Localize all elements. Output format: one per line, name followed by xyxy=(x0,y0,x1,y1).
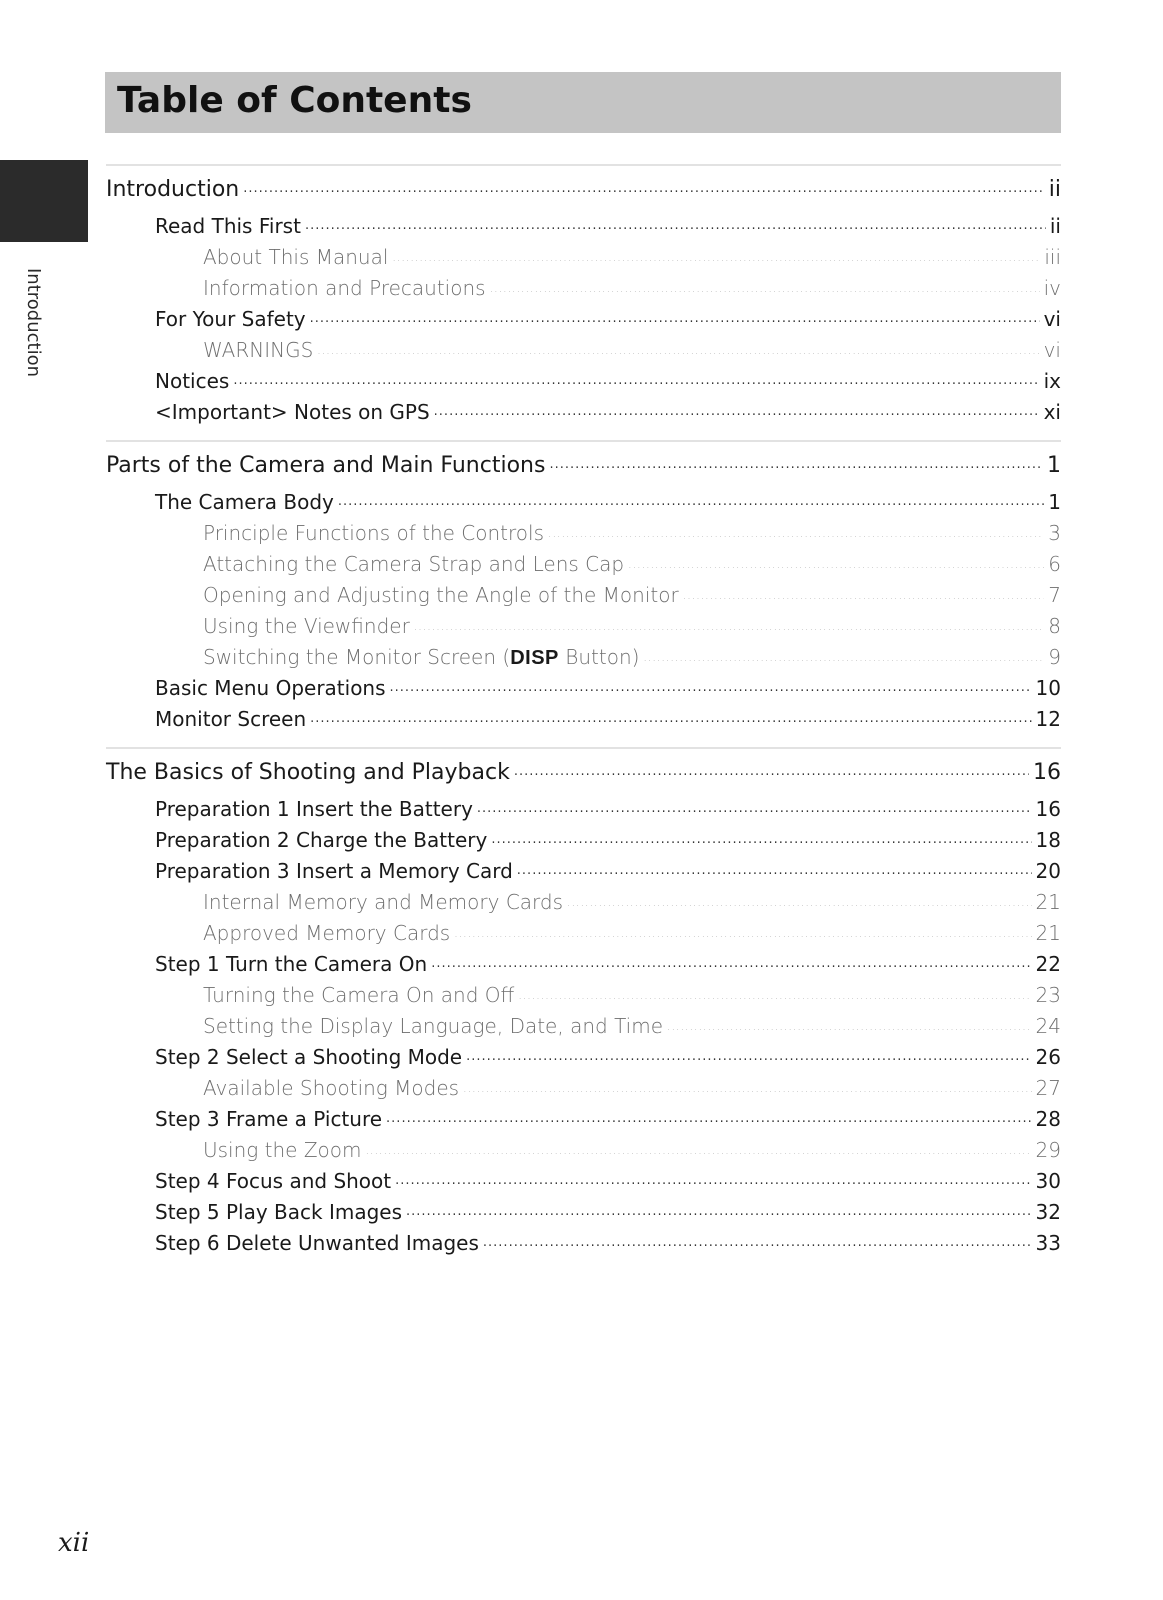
page-number: xii xyxy=(58,1528,90,1558)
dot-leader xyxy=(567,889,1032,909)
toc-entry-level-2[interactable] xyxy=(106,827,1061,858)
toc-entry-page: 8 xyxy=(1048,614,1061,638)
toc-entry-title xyxy=(155,1200,402,1224)
toc-entry-text: Read This First xyxy=(155,214,301,238)
toc-entry-text: Basic Menu Operations xyxy=(155,676,386,700)
toc-entry-level-2[interactable] xyxy=(106,1230,1061,1261)
toc-entry-page: 7 xyxy=(1048,583,1061,607)
toc-entry-title xyxy=(203,583,679,607)
toc-entry-page: 24 xyxy=(1035,1014,1061,1038)
toc-entry-page: 9 xyxy=(1048,645,1061,669)
toc-entry-level-2[interactable] xyxy=(106,368,1061,399)
toc-entry-text: Preparation 2 Charge the Battery xyxy=(155,828,488,852)
toc-entry-title xyxy=(106,177,239,202)
toc-entry-title xyxy=(203,338,313,362)
toc-entry-page: 18 xyxy=(1035,828,1061,852)
toc-entry-page: ix xyxy=(1043,369,1061,393)
dot-leader xyxy=(514,757,1029,779)
toc-entry-page: iii xyxy=(1044,245,1061,269)
toc-entry-title xyxy=(155,400,430,424)
toc-entry-text: Preparation 3 Insert a Memory Card xyxy=(155,859,513,883)
toc-entry-text: WARNINGS xyxy=(203,338,314,362)
toc-entry-page: 21 xyxy=(1035,890,1061,914)
toc-entry-level-2[interactable] xyxy=(106,858,1061,889)
toc-entry-level-3[interactable] xyxy=(106,551,1061,582)
toc-entry-level-2[interactable] xyxy=(106,796,1061,827)
dot-leader xyxy=(338,489,1044,509)
toc-entry-title xyxy=(106,453,545,478)
toc-entry-title xyxy=(155,369,229,393)
toc-entry-level-2[interactable] xyxy=(106,1044,1061,1075)
dot-leader xyxy=(683,582,1045,602)
toc-entry-text: Monitor Screen xyxy=(155,707,307,731)
page-title: Table of Contents xyxy=(117,80,472,121)
dot-leader xyxy=(366,1137,1032,1157)
toc-entry-text: Switching the Monitor Screen ( xyxy=(203,645,511,669)
toc-entry-title xyxy=(203,245,388,269)
toc-entry-text: The Basics of Shooting and Playback xyxy=(106,760,510,785)
toc-entry-title xyxy=(155,676,386,700)
toc-entry-title xyxy=(155,1107,382,1131)
toc-entry-level-3[interactable] xyxy=(106,520,1061,551)
toc-entry-title xyxy=(155,828,487,852)
toc-entry-text: Step 4 Focus and Shoot xyxy=(155,1169,392,1193)
toc-entry-level-2[interactable] xyxy=(106,489,1061,520)
toc-entry-level-3[interactable] xyxy=(106,889,1061,920)
toc-section xyxy=(106,164,1061,430)
toc-entry-text: Step 2 Select a Shooting Mode xyxy=(155,1045,463,1069)
toc-entry-level-3[interactable] xyxy=(106,275,1061,306)
toc-entry-page: 30 xyxy=(1035,1169,1061,1193)
dot-leader xyxy=(466,1044,1031,1064)
toc-entry-level-3[interactable] xyxy=(106,982,1061,1013)
toc-entry-title xyxy=(155,214,301,238)
toc-entry-level-3[interactable] xyxy=(106,582,1061,613)
toc-entry-level-3[interactable] xyxy=(106,337,1061,368)
dot-leader xyxy=(386,1106,1032,1126)
toc-entry-text: <Important> Notes on GPS xyxy=(155,400,430,424)
dot-leader xyxy=(548,520,1044,540)
toc-entry-text: Step 1 Turn the Camera On xyxy=(155,952,428,976)
toc-entry-text: About This Manual xyxy=(203,245,389,269)
toc-entry-text: Step 6 Delete Unwanted Images xyxy=(155,1231,479,1255)
dot-leader xyxy=(310,706,1031,726)
table-of-contents xyxy=(106,164,1061,1271)
toc-entry-text: Introduction xyxy=(106,177,240,202)
toc-entry-page: 20 xyxy=(1035,859,1061,883)
toc-entry-title xyxy=(155,859,513,883)
toc-entry-text: Using the Viewfinder xyxy=(203,614,410,638)
toc-entry-title xyxy=(155,1231,479,1255)
toc-entry-page: xi xyxy=(1043,400,1061,424)
dot-leader xyxy=(310,306,1040,326)
toc-entry-level-1[interactable] xyxy=(106,450,1061,489)
toc-entry-level-2[interactable] xyxy=(106,951,1061,982)
toc-entry-level-2[interactable] xyxy=(106,1106,1061,1137)
section-tab-label: Introduction xyxy=(23,268,44,378)
toc-entry-page: 27 xyxy=(1035,1076,1061,1100)
toc-entry-page: 10 xyxy=(1035,676,1061,700)
toc-entry-title xyxy=(155,707,306,731)
toc-entry-level-3[interactable] xyxy=(106,920,1061,951)
dot-leader xyxy=(477,796,1032,816)
toc-entry-title xyxy=(106,760,510,785)
dot-leader xyxy=(414,613,1044,633)
toc-entry-title xyxy=(203,614,410,638)
toc-entry-title xyxy=(203,552,624,576)
dot-leader xyxy=(518,982,1031,1002)
dot-leader xyxy=(643,644,1044,664)
toc-entry-level-3[interactable] xyxy=(106,644,1061,675)
toc-entry-level-2[interactable] xyxy=(106,675,1061,706)
toc-entry-page: ii xyxy=(1049,214,1061,238)
toc-entry-level-3[interactable] xyxy=(106,1137,1061,1168)
toc-entry-page: 12 xyxy=(1035,707,1061,731)
toc-entry-page: vi xyxy=(1043,307,1061,331)
toc-entry-text: Principle Functions of the Controls xyxy=(203,521,545,545)
toc-entry-page: 1 xyxy=(1048,490,1061,514)
dot-leader xyxy=(305,213,1046,233)
toc-entry-page: 33 xyxy=(1035,1231,1061,1255)
toc-entry-level-2[interactable] xyxy=(106,306,1061,337)
dot-leader xyxy=(549,450,1043,472)
toc-entry-title xyxy=(203,276,486,300)
toc-entry-text: Parts of the Camera and Main Functions xyxy=(106,453,546,478)
toc-entry-level-2[interactable] xyxy=(106,213,1061,244)
toc-entry-title xyxy=(155,1045,462,1069)
toc-entry-text: Using the Zoom xyxy=(203,1138,362,1162)
section-tab-marker xyxy=(0,160,88,242)
toc-entry-title xyxy=(203,645,639,670)
toc-entry-text: Setting the Display Language, Date, and Time xyxy=(203,1014,664,1038)
toc-entry-level-2[interactable] xyxy=(106,399,1061,430)
toc-entry-page: 29 xyxy=(1035,1138,1061,1162)
dot-leader xyxy=(483,1230,1032,1250)
toc-entry-page: ii xyxy=(1048,177,1061,202)
dot-leader xyxy=(463,1075,1031,1095)
toc-entry-text: Approved Memory Cards xyxy=(203,921,451,945)
toc-entry-level-3[interactable] xyxy=(106,244,1061,275)
toc-entry-level-3[interactable] xyxy=(106,1013,1061,1044)
dot-leader xyxy=(490,275,1040,295)
toc-entry-text: The Camera Body xyxy=(155,490,334,514)
toc-entry-title xyxy=(155,307,306,331)
toc-entry-text: Internal Memory and Memory Cards xyxy=(203,890,564,914)
toc-entry-level-2[interactable] xyxy=(106,1168,1061,1199)
title-bar xyxy=(105,72,1061,133)
dot-leader xyxy=(317,337,1039,357)
toc-entry-text: Step 3 Frame a Picture xyxy=(155,1107,383,1131)
toc-entry-title xyxy=(155,952,427,976)
toc-entry-page: 22 xyxy=(1035,952,1061,976)
dot-leader xyxy=(431,951,1031,971)
toc-entry-page: 32 xyxy=(1035,1200,1061,1224)
toc-entry-page: 21 xyxy=(1035,921,1061,945)
toc-entry-level-3[interactable] xyxy=(106,613,1061,644)
toc-entry-title xyxy=(155,1169,391,1193)
toc-entry-page: vi xyxy=(1043,338,1061,362)
toc-entry-title xyxy=(203,983,514,1007)
toc-entry-text: For Your Safety xyxy=(155,307,306,331)
toc-entry-page: 3 xyxy=(1048,521,1061,545)
toc-entry-page: 1 xyxy=(1047,453,1061,478)
toc-entry-title xyxy=(203,1076,459,1100)
toc-entry-text: Step 5 Play Back Images xyxy=(155,1200,403,1224)
dot-leader xyxy=(243,174,1045,196)
toc-entry-title xyxy=(155,490,334,514)
toc-entry-page: 23 xyxy=(1035,983,1061,1007)
dot-leader xyxy=(491,827,1031,847)
toc-entry-text: Available Shooting Modes xyxy=(203,1076,460,1100)
toc-entry-title xyxy=(155,797,473,821)
toc-entry-text: Notices xyxy=(155,369,230,393)
toc-entry-level-2[interactable] xyxy=(106,706,1061,737)
dot-leader xyxy=(667,1013,1032,1033)
toc-entry-page: 16 xyxy=(1033,760,1061,785)
toc-entry-level-1[interactable] xyxy=(106,174,1061,213)
toc-entry-title xyxy=(203,921,450,945)
dot-leader xyxy=(233,368,1039,388)
toc-section xyxy=(106,747,1061,1261)
toc-entry-text: Information and Precautions xyxy=(203,276,486,300)
dot-leader xyxy=(454,920,1031,940)
toc-entry-title xyxy=(203,1138,362,1162)
toc-entry-page: 26 xyxy=(1035,1045,1061,1069)
toc-entry-page: iv xyxy=(1043,276,1061,300)
dot-leader xyxy=(517,858,1032,878)
dot-leader xyxy=(392,244,1040,264)
dot-leader xyxy=(406,1199,1032,1219)
toc-entry-title xyxy=(203,521,544,545)
toc-entry-text: Opening and Adjusting the Angle of the Monitor xyxy=(203,583,679,607)
toc-entry-level-1[interactable] xyxy=(106,757,1061,796)
dot-leader xyxy=(390,675,1032,695)
toc-entry-page: 6 xyxy=(1048,552,1061,576)
toc-entry-text-suffix: Button) xyxy=(558,645,640,669)
toc-entry-text: Attaching the Camera Strap and Lens Cap xyxy=(203,552,625,576)
disp-button-icon: DISP xyxy=(510,647,559,669)
toc-entry-text: Turning the Camera On and Off xyxy=(203,983,515,1007)
toc-entry-title xyxy=(203,890,563,914)
toc-entry-page: 16 xyxy=(1035,797,1061,821)
toc-entry-page: 28 xyxy=(1035,1107,1061,1131)
toc-entry-level-2[interactable] xyxy=(106,1199,1061,1230)
toc-entry-text: Preparation 1 Insert the Battery xyxy=(155,797,473,821)
toc-section xyxy=(106,440,1061,737)
dot-leader xyxy=(395,1168,1031,1188)
dot-leader xyxy=(434,399,1040,419)
dot-leader xyxy=(628,551,1044,571)
toc-entry-title xyxy=(203,1014,663,1038)
toc-entry-level-3[interactable] xyxy=(106,1075,1061,1106)
